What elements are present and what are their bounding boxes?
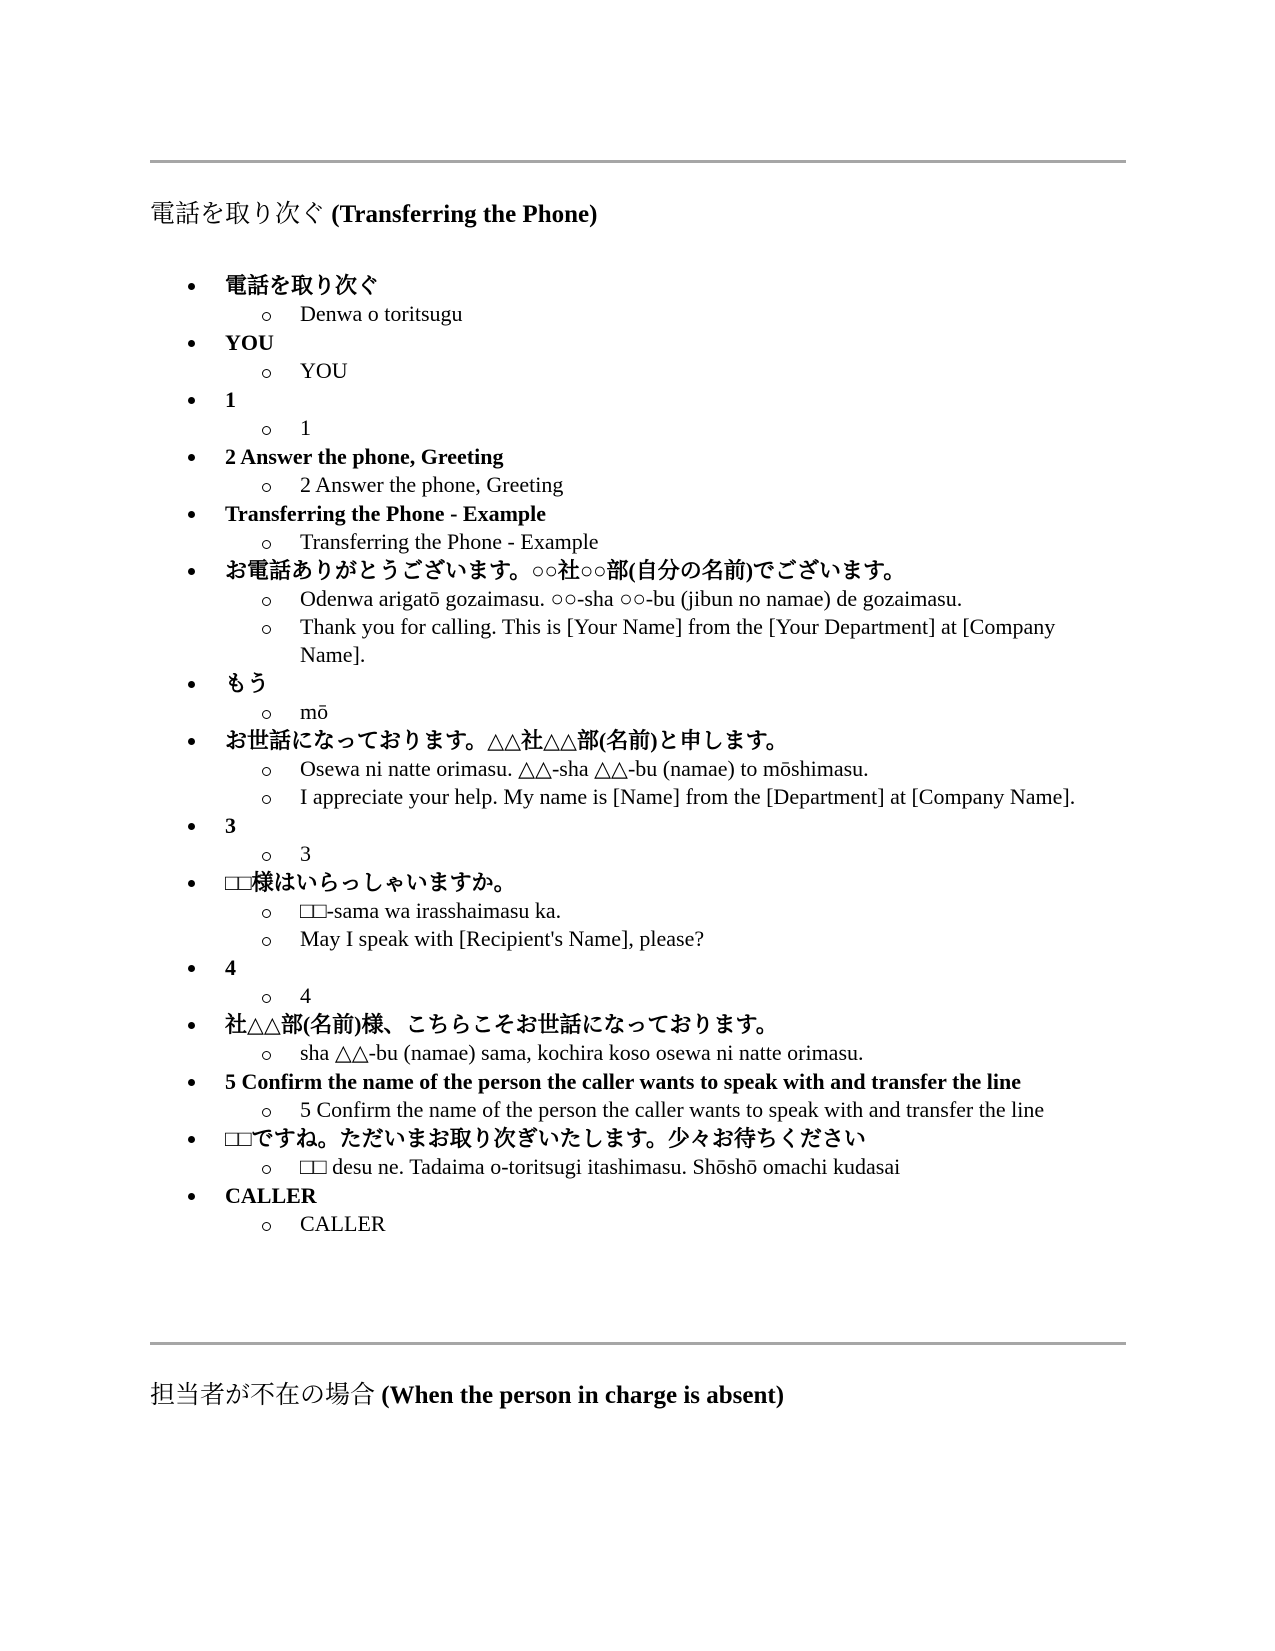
sub-list: [225, 1153, 1110, 1181]
list-item-heading: 2 Answer the phone, Greeting: [225, 442, 1110, 471]
sub-list-item: Transferring the Phone - Example: [225, 528, 1110, 556]
section-title-absent: [150, 1379, 784, 1413]
sub-list-item: Odenwa arigatō gozaimasu. ○○-sha ○○-bu (jibun no namae) de gozaimasu.: [225, 585, 1110, 613]
sub-list-item: YOU: [225, 357, 1110, 385]
sub-list-item: May I speak with [Recipient's Name], please?: [225, 925, 1110, 953]
list-item: [150, 556, 1110, 669]
sub-list-item: □□-sama wa irasshaimasu ka.: [225, 897, 1110, 925]
list-item: [150, 499, 1110, 556]
sub-list-item: mō: [225, 698, 1110, 726]
list-item: [150, 385, 1110, 442]
sub-list-item: 1: [225, 414, 1110, 442]
sub-list-item: Thank you for calling. This is [Your Name] from the [Your Department] at [Company Name].: [225, 613, 1110, 669]
sub-list-item: 2 Answer the phone, Greeting: [225, 471, 1110, 499]
sub-list-item: 4: [225, 982, 1110, 1010]
list-item-heading: お電話ありがとうございます。○○社○○部(自分の名前)でございます。: [225, 556, 1110, 585]
list-item-heading: Transferring the Phone - Example: [225, 499, 1110, 528]
sub-list: [225, 414, 1110, 442]
list-item-heading: 4: [225, 953, 1110, 982]
sub-list: [225, 897, 1110, 953]
sub-list-item: Denwa o toritsugu: [225, 300, 1110, 328]
sub-list: [225, 1210, 1110, 1238]
list-item-heading: お世話になっております。△△社△△部(名前)と申します。: [225, 726, 1110, 755]
sub-list: [225, 585, 1110, 669]
sub-list: [225, 357, 1110, 385]
section-title-transferring: [150, 198, 597, 232]
sub-list-item: Osewa ni natte orimasu. △△-sha △△-bu (namae) to mōshimasu.: [225, 755, 1110, 783]
sub-list-item: sha △△-bu (namae) sama, kochira koso osewa ni natte orimasu.: [225, 1039, 1110, 1067]
sub-list-item: □□ desu ne. Tadaima o-toritsugi itashimasu. Shōshō omachi kudasai: [225, 1153, 1110, 1181]
sub-list-item: CALLER: [225, 1210, 1110, 1238]
list-item-heading: 3: [225, 811, 1110, 840]
sub-list: [225, 755, 1110, 811]
list-item: [150, 1010, 1110, 1067]
horizontal-rule-bottom: [150, 1342, 1126, 1345]
section-title-ja: 電話を取り次ぐ: [150, 201, 326, 228]
phrase-list: [150, 271, 1110, 1238]
list-item-heading: もう: [225, 669, 1110, 698]
sub-list: [225, 840, 1110, 868]
list-item-heading: YOU: [225, 328, 1110, 357]
sub-list: [225, 1096, 1110, 1124]
list-item: [150, 953, 1110, 1010]
list-item: [150, 811, 1110, 868]
sub-list-item: 3: [225, 840, 1110, 868]
list-item-heading: 1: [225, 385, 1110, 414]
list-item-heading: 5 Confirm the name of the person the caller wants to speak with and transfer the line: [225, 1067, 1110, 1096]
list-item: [150, 868, 1110, 953]
list-item: [150, 1181, 1110, 1238]
section-title-en: (When the person in charge is absent): [381, 1382, 785, 1409]
list-item-heading: 社△△部(名前)様、こちらこそお世話になっております。: [225, 1010, 1110, 1039]
list-item: [150, 442, 1110, 499]
sub-list: [225, 982, 1110, 1010]
list-item-heading: CALLER: [225, 1181, 1110, 1210]
list-item: [150, 1124, 1110, 1181]
list-item-heading: □□ですね。ただいまお取り次ぎいたします。少々お待ちください: [225, 1124, 1110, 1153]
list-item: [150, 669, 1110, 726]
horizontal-rule-top: [150, 160, 1126, 163]
sub-list-item: 5 Confirm the name of the person the caller wants to speak with and transfer the line: [225, 1096, 1110, 1124]
list-item: [150, 271, 1110, 328]
sub-list: [225, 698, 1110, 726]
sub-list: [225, 300, 1110, 328]
sub-list: [225, 471, 1110, 499]
sub-list: [225, 1039, 1110, 1067]
list-item-heading: □□様はいらっしゃいますか。: [225, 868, 1110, 897]
list-item: [150, 726, 1110, 811]
list-item-heading: 電話を取り次ぐ: [225, 271, 1110, 300]
section-title-en: (Transferring the Phone): [331, 201, 598, 228]
sub-list: [225, 528, 1110, 556]
section-title-ja: 担当者が不在の場合: [150, 1382, 376, 1409]
list-item: [150, 328, 1110, 385]
list-item: [150, 1067, 1110, 1124]
sub-list-item: I appreciate your help. My name is [Name] from the [Department] at [Company Name].: [225, 783, 1110, 811]
